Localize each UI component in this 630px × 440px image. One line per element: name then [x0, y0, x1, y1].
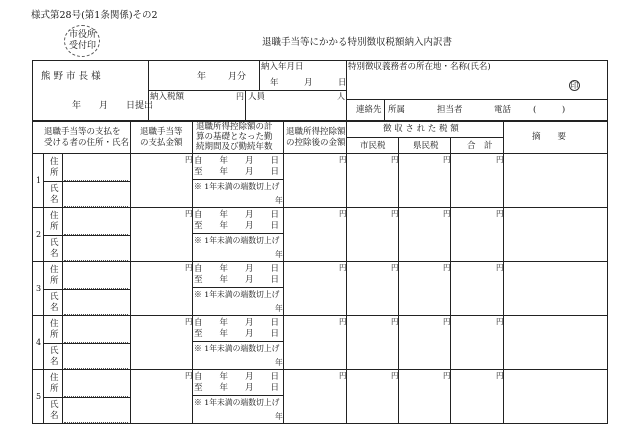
after-deduction-yen: 円: [339, 155, 347, 164]
total-yen: 円: [496, 263, 504, 272]
col-deduction-line2: 算の基礎となった勤: [196, 132, 273, 142]
remarks-cell[interactable]: [504, 218, 607, 258]
row-number: 1: [36, 176, 42, 185]
years-label: 年: [275, 412, 283, 421]
payment-amount-cell[interactable]: [131, 380, 191, 420]
name-guide-line: [64, 206, 128, 207]
total-yen: 円: [496, 371, 504, 380]
after-deduction-amount-cell[interactable]: [284, 326, 345, 366]
address-name-divider: [43, 235, 130, 236]
city-tax-cell[interactable]: [347, 272, 397, 312]
after-deduction-amount-cell[interactable]: [284, 272, 345, 312]
city-tax-yen: 円: [391, 263, 399, 272]
address-label-1: 住: [50, 157, 59, 167]
payment-yen: 円: [185, 263, 193, 272]
address-guide-line: [64, 342, 128, 343]
name-label-2: 名: [50, 303, 59, 313]
col-collected-tax: 徴 収 さ れ た 税 額: [383, 124, 459, 134]
address-name-divider: [43, 397, 130, 398]
period-to[interactable]: 至 年 月 日: [194, 329, 280, 339]
address-name-divider: [43, 343, 130, 344]
address-name-divider: [43, 181, 130, 182]
pref-tax-yen: 円: [443, 317, 451, 326]
stamp-line-1: 市役所: [69, 30, 97, 40]
name-label-2: 名: [50, 195, 59, 205]
after-deduction-yen: 円: [339, 263, 347, 272]
mayor-addressee: 熊 野 市 長 様: [41, 71, 101, 82]
address-input[interactable]: [64, 318, 128, 340]
payment-yen: 円: [185, 317, 193, 326]
col-remarks: 摘 要: [532, 132, 567, 142]
period-divider: [192, 341, 283, 342]
city-tax-yen: 円: [391, 317, 399, 326]
pref-tax-cell[interactable]: [399, 272, 449, 312]
period-divider: [192, 179, 283, 180]
col-deduction-line3: 続期間及び勤続年数: [196, 142, 273, 152]
pref-tax-cell[interactable]: [399, 164, 449, 204]
city-tax-cell[interactable]: [347, 164, 397, 204]
total-cell[interactable]: [451, 380, 502, 420]
address-input[interactable]: [64, 156, 128, 178]
years-label: 年: [275, 304, 283, 313]
years-label: 年: [275, 196, 283, 205]
city-tax-yen: 円: [391, 209, 399, 218]
col-after-deduction-line2: の控除後の金額: [286, 138, 346, 148]
label-column-line: [62, 262, 63, 315]
address-guide-line: [64, 396, 128, 397]
pref-tax-yen: 円: [443, 209, 451, 218]
page-title: 退職手当等にかかる特別徴収税額納入内訳書: [262, 37, 453, 48]
form-number: 様式第28号(第1条関係)その2: [31, 10, 158, 21]
name-input[interactable]: [64, 345, 128, 367]
total-yen: 円: [496, 209, 504, 218]
col-deduction-line1: 退職所得控除額の計: [196, 122, 273, 132]
name-label-1: 氏: [50, 184, 59, 194]
name-input[interactable]: [64, 237, 128, 259]
period-from[interactable]: 自 年 月 日: [194, 264, 280, 274]
tax-amount-yen: 円: [236, 92, 244, 101]
persons-unit: 人: [337, 92, 345, 101]
after-deduction-yen: 円: [339, 371, 347, 380]
address-input[interactable]: [64, 210, 128, 232]
month-portion-label: 月分: [228, 72, 247, 82]
payment-amount-cell[interactable]: [131, 272, 191, 312]
name-input[interactable]: [64, 183, 128, 205]
rounding-note: ※ 1年未満の端数切上げ: [194, 182, 280, 191]
address-name-divider: [43, 289, 130, 290]
submitted-date[interactable]: 年 月 日提出: [72, 101, 154, 111]
address-label-1: 住: [50, 319, 59, 329]
col-recipient-line1: 退職手当等の支払を: [44, 127, 121, 137]
contact-label: 連絡先: [356, 105, 382, 115]
year-label: 年: [197, 72, 207, 82]
payment-amount-cell[interactable]: [131, 218, 191, 258]
total-cell[interactable]: [451, 272, 502, 312]
name-label-1: 氏: [50, 400, 59, 410]
address-label-2: 所: [50, 330, 59, 340]
row-number: 3: [36, 284, 42, 293]
stamp-line-2: 受付印: [69, 41, 97, 51]
person-in-charge-label: 担当者: [437, 105, 463, 115]
payment-amount-cell[interactable]: [131, 326, 191, 366]
col-total: 合 計: [467, 141, 493, 151]
name-guide-line: [64, 422, 128, 423]
pref-tax-yen: 円: [443, 371, 451, 380]
row-divider: [32, 315, 608, 316]
address-label-2: 所: [50, 384, 59, 394]
row-number: 5: [36, 392, 42, 401]
remarks-cell[interactable]: [504, 380, 607, 420]
pref-tax-yen: 円: [443, 155, 451, 164]
period-divider: [192, 233, 283, 234]
name-label-1: 氏: [50, 238, 59, 248]
name-label-1: 氏: [50, 346, 59, 356]
period-from[interactable]: 自 年 月 日: [194, 318, 280, 328]
seal-mark-icon: 印: [570, 81, 579, 90]
label-column-line: [62, 370, 63, 423]
payment-date-label: 納入年月日: [261, 62, 304, 72]
after-deduction-amount-cell[interactable]: [284, 164, 345, 204]
pref-tax-cell[interactable]: [399, 326, 449, 366]
phone-field[interactable]: ( ): [533, 105, 566, 115]
address-label-1: 住: [50, 211, 59, 221]
row-number: 4: [36, 338, 42, 347]
after-deduction-yen: 円: [339, 317, 347, 326]
period-from[interactable]: 自 年 月 日: [194, 210, 280, 220]
rounding-note: ※ 1年未満の端数切上げ: [194, 398, 280, 407]
address-input[interactable]: [64, 264, 128, 286]
persons-label: 人員: [248, 92, 266, 102]
name-label-2: 名: [50, 357, 59, 367]
col-payment-line2: の支払金額: [140, 138, 183, 148]
rounding-note: ※ 1年未満の端数切上げ: [194, 236, 280, 245]
total-cell[interactable]: [451, 164, 502, 204]
name-label-2: 名: [50, 411, 59, 421]
remarks-cell[interactable]: [504, 164, 607, 204]
total-yen: 円: [496, 155, 504, 164]
col-pref-tax: 県民税: [413, 141, 439, 151]
years-label: 年: [275, 250, 283, 259]
total-cell[interactable]: [451, 326, 502, 366]
remarks-cell[interactable]: [504, 326, 607, 366]
pref-tax-yen: 円: [443, 263, 451, 272]
address-input[interactable]: [64, 372, 128, 394]
city-tax-cell[interactable]: [347, 380, 397, 420]
row-number: 2: [36, 230, 42, 239]
label-column-line: [62, 154, 63, 207]
rounding-note: ※ 1年未満の端数切上げ: [194, 290, 280, 299]
remarks-cell[interactable]: [504, 272, 607, 312]
city-tax-cell[interactable]: [347, 326, 397, 366]
payment-yen: 円: [185, 155, 193, 164]
after-deduction-amount-cell[interactable]: [284, 380, 345, 420]
address-label-1: 住: [50, 373, 59, 383]
address-label-2: 所: [50, 168, 59, 178]
row-divider: [32, 369, 608, 370]
period-from[interactable]: 自 年 月 日: [194, 372, 280, 382]
label-column-line: [62, 208, 63, 261]
total-cell[interactable]: [451, 218, 502, 258]
phone-label: 電話: [494, 105, 512, 115]
pref-tax-cell[interactable]: [399, 380, 449, 420]
tax-amount-label: 納入税額: [150, 92, 185, 102]
name-input[interactable]: [64, 399, 128, 421]
period-divider: [192, 287, 283, 288]
period-to[interactable]: 至 年 月 日: [194, 221, 280, 231]
name-input[interactable]: [64, 291, 128, 313]
address-guide-line: [64, 288, 128, 289]
row-divider: [32, 261, 608, 262]
name-guide-line: [64, 314, 128, 315]
col-city-tax: 市民税: [360, 141, 386, 151]
rounding-note: ※ 1年未満の端数切上げ: [194, 344, 280, 353]
total-yen: 円: [496, 317, 504, 326]
obligor-label: 特別徴収義務者の所在地・名称(氏名): [348, 62, 491, 72]
city-tax-yen: 円: [391, 371, 399, 380]
payment-yen: 円: [185, 209, 193, 218]
address-label-2: 所: [50, 222, 59, 232]
pref-tax-cell[interactable]: [399, 218, 449, 258]
row-divider: [32, 207, 608, 208]
address-guide-line: [64, 180, 128, 181]
city-tax-cell[interactable]: [347, 218, 397, 258]
name-guide-line: [64, 260, 128, 261]
col-payment-line1: 退職手当等: [140, 127, 183, 137]
payment-yen: 円: [185, 371, 193, 380]
after-deduction-yen: 円: [339, 209, 347, 218]
period-from[interactable]: 自 年 月 日: [194, 156, 280, 166]
col-after-deduction-line1: 退職所得控除額: [286, 127, 346, 137]
payment-amount-cell[interactable]: [131, 164, 191, 204]
name-guide-line: [64, 368, 128, 369]
after-deduction-amount-cell[interactable]: [284, 218, 345, 258]
years-label: 年: [275, 358, 283, 367]
period-to[interactable]: 至 年 月 日: [194, 275, 280, 285]
dept-label: 所属: [388, 105, 406, 115]
name-label-2: 名: [50, 249, 59, 259]
period-to[interactable]: 至 年 月 日: [194, 167, 280, 177]
period-to[interactable]: 至 年 月 日: [194, 383, 280, 393]
city-tax-yen: 円: [391, 155, 399, 164]
period-divider: [192, 395, 283, 396]
payment-date-fields[interactable]: 年 月 日: [270, 78, 347, 88]
col-recipient-line2: 受ける者の住所・氏名: [44, 138, 130, 148]
address-label-1: 住: [50, 265, 59, 275]
address-label-2: 所: [50, 276, 59, 286]
name-label-1: 氏: [50, 292, 59, 302]
label-column-line: [62, 316, 63, 369]
address-guide-line: [64, 234, 128, 235]
